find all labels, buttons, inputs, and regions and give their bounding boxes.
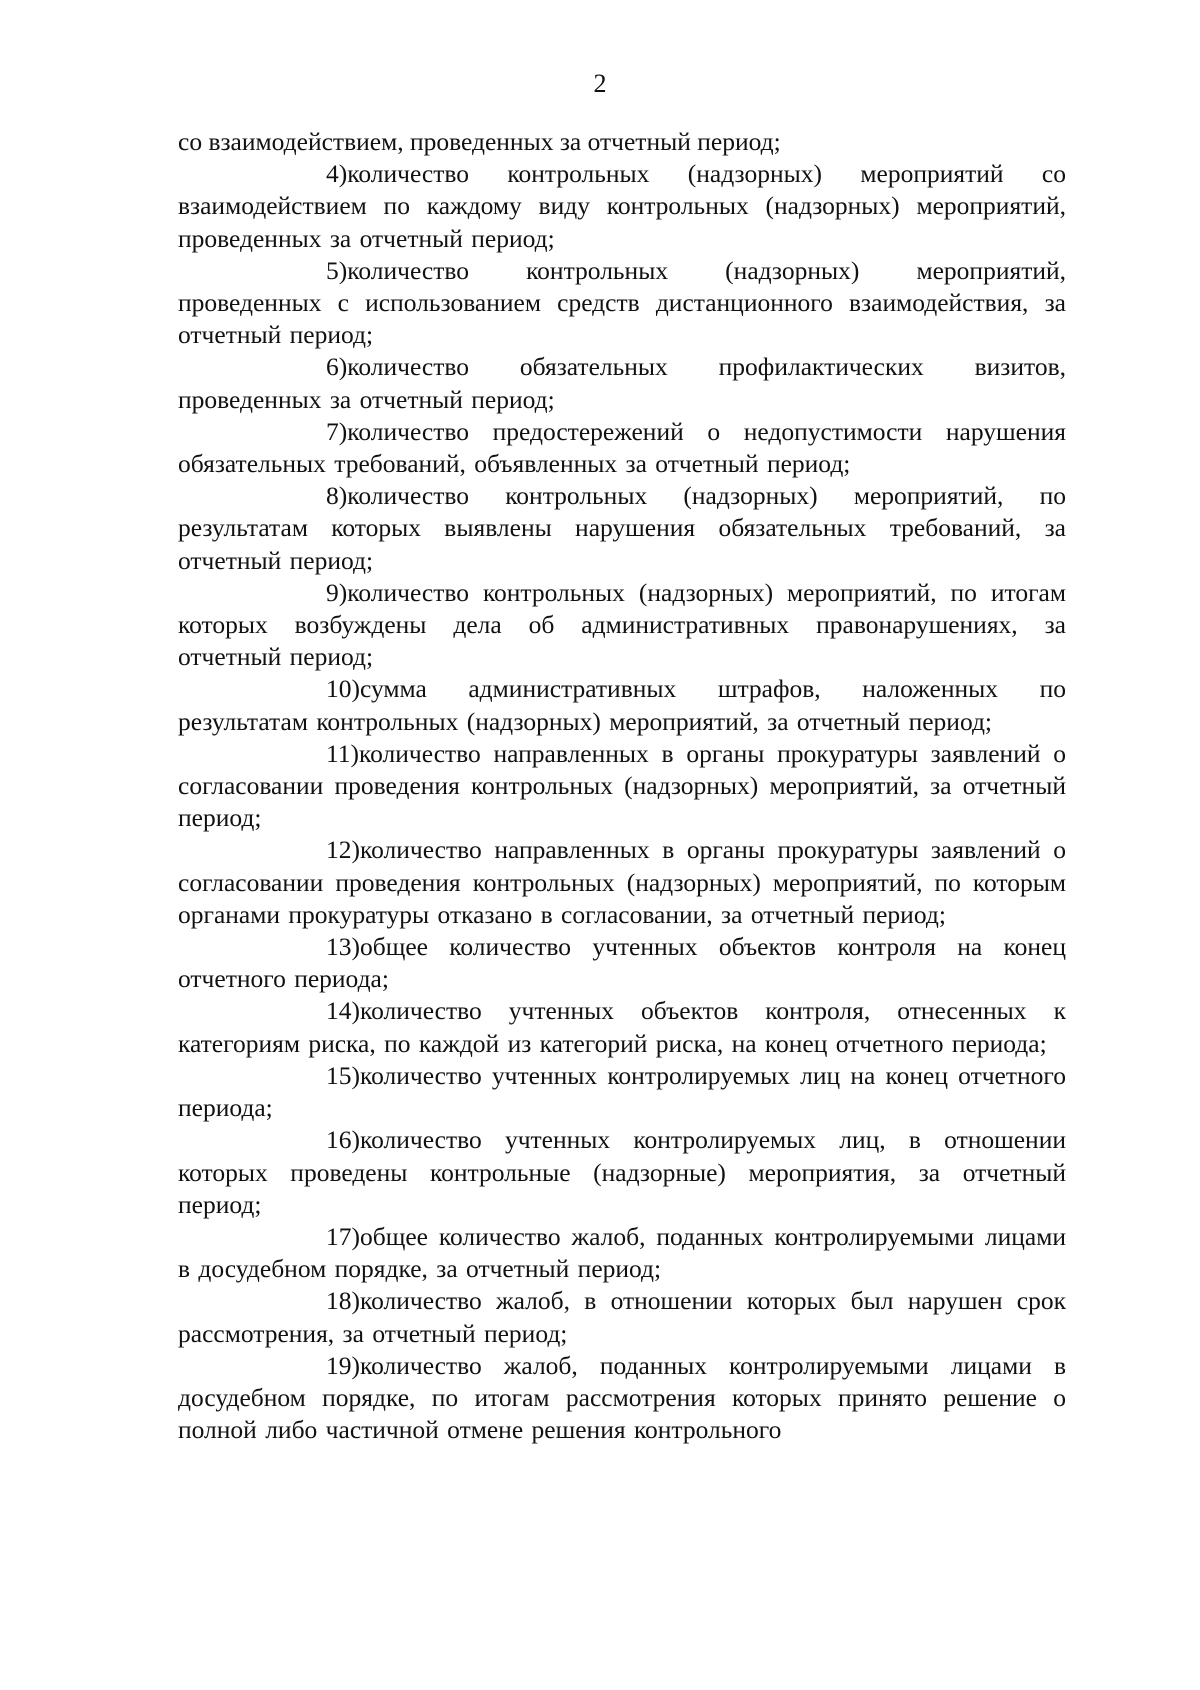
list-item-number: 8)	[326, 481, 348, 511]
document-body	[178, 126, 1066, 1446]
list-item	[178, 1060, 1066, 1124]
list-item	[178, 158, 1066, 255]
list-item-number: 5)	[326, 255, 348, 285]
list-item-text: количество контрольных (надзорных) мероприятий, проведенных с использованием средств дистанционного взаимодействия, за отчетный период;	[178, 255, 1066, 350]
list-item-number: 17)	[326, 1221, 360, 1251]
list-item-number: 19)	[326, 1350, 360, 1380]
list-item	[178, 416, 1066, 480]
list-item-text: общее количество жалоб, поданных контролируемыми лицами в досудебном порядке, за отчетный период;	[178, 1221, 1066, 1284]
list-item-number: 6)	[326, 352, 348, 382]
list-item	[178, 1350, 1066, 1447]
list-item-text: сумма административных штрафов, наложенных по результатам контрольных (надзорных) мероприятий, за отчетный период;	[178, 674, 1066, 736]
list-item	[178, 255, 1066, 352]
list-item-text: количество направленных в органы прокуратуры заявлений о согласовании проведения контрольных (надзорных) мероприятий, за отчетный период;	[178, 738, 1066, 833]
list-item	[178, 673, 1066, 737]
list-item-text: количество контрольных (надзорных) мероприятий со взаимодействием по каждому виду контрольных (надзорных) мероприятий, проведенных за отчетный период;	[178, 159, 1066, 253]
list-item-number: 11)	[326, 738, 360, 768]
list-item	[178, 577, 1066, 674]
page-number: 2	[593, 69, 607, 98]
list-item	[178, 995, 1066, 1059]
list-item	[178, 480, 1066, 577]
list-item-number: 4)	[326, 159, 348, 189]
list-item-number: 16)	[326, 1125, 360, 1155]
list-item	[178, 351, 1066, 415]
list-item	[178, 834, 1066, 931]
list-item	[178, 1221, 1066, 1285]
list-item-text: количество контрольных (надзорных) мероприятий, по результатам которых выявлены нарушения обязательных требований, за отчетный период;	[178, 481, 1066, 575]
list-item-text: количество жалоб, поданных контролируемыми лицами в досудебном порядке, по итогам рассмотрения которых принято решение о полной либо частичной отмене решения контрольного	[178, 1350, 1066, 1445]
list-item	[178, 1124, 1066, 1221]
list-item-number: 14)	[326, 996, 360, 1026]
list-item-number: 12)	[326, 835, 360, 865]
list-item-number: 7)	[326, 416, 348, 446]
list-item-number: 13)	[326, 932, 360, 962]
list-item-text: количество жалоб, в отношении которых был нарушен срок рассмотрения, за отчетный период;	[178, 1286, 1066, 1348]
list-item	[178, 1285, 1066, 1349]
list-item-text: количество предостережений о недопустимости нарушения обязательных требований, объявленных за отчетный период;	[178, 416, 1066, 479]
list-item-number: 15)	[326, 1060, 360, 1090]
list-item-text: количество учтенных объектов контроля, отнесенных к категориям риска, по каждой из категорий риска, на конец отчетного периода;	[178, 996, 1066, 1058]
list-item-number: 18)	[326, 1286, 360, 1316]
list-item-text: количество направленных в органы прокуратуры заявлений о согласовании проведения контрольных (надзорных) мероприятий, по которым органами прокуратуры отказано в согласовании, за отчетный период;	[178, 835, 1066, 929]
list-item-text: общее количество учтенных объектов контроля на конец отчетного периода;	[178, 932, 1066, 994]
intro-line: со взаимодействием, проведенных за отчетный период;	[178, 127, 781, 156]
list-item	[178, 931, 1066, 995]
list-item-number: 9)	[326, 577, 348, 607]
list-item-text: количество контрольных (надзорных) мероприятий, по итогам которых возбуждены дела об административных правонарушениях, за отчетный период;	[178, 577, 1066, 672]
list-item-text: количество учтенных контролируемых лиц, в отношении которых проведены контрольные (надзорные) мероприятия, за отчетный период;	[178, 1125, 1066, 1219]
list-item-number: 10)	[326, 674, 360, 704]
list-item-text: количество обязательных профилактических визитов, проведенных за отчетный период;	[178, 352, 1066, 414]
list-item	[178, 738, 1066, 835]
list-item-text: количество учтенных контролируемых лиц на конец отчетного периода;	[178, 1060, 1066, 1123]
